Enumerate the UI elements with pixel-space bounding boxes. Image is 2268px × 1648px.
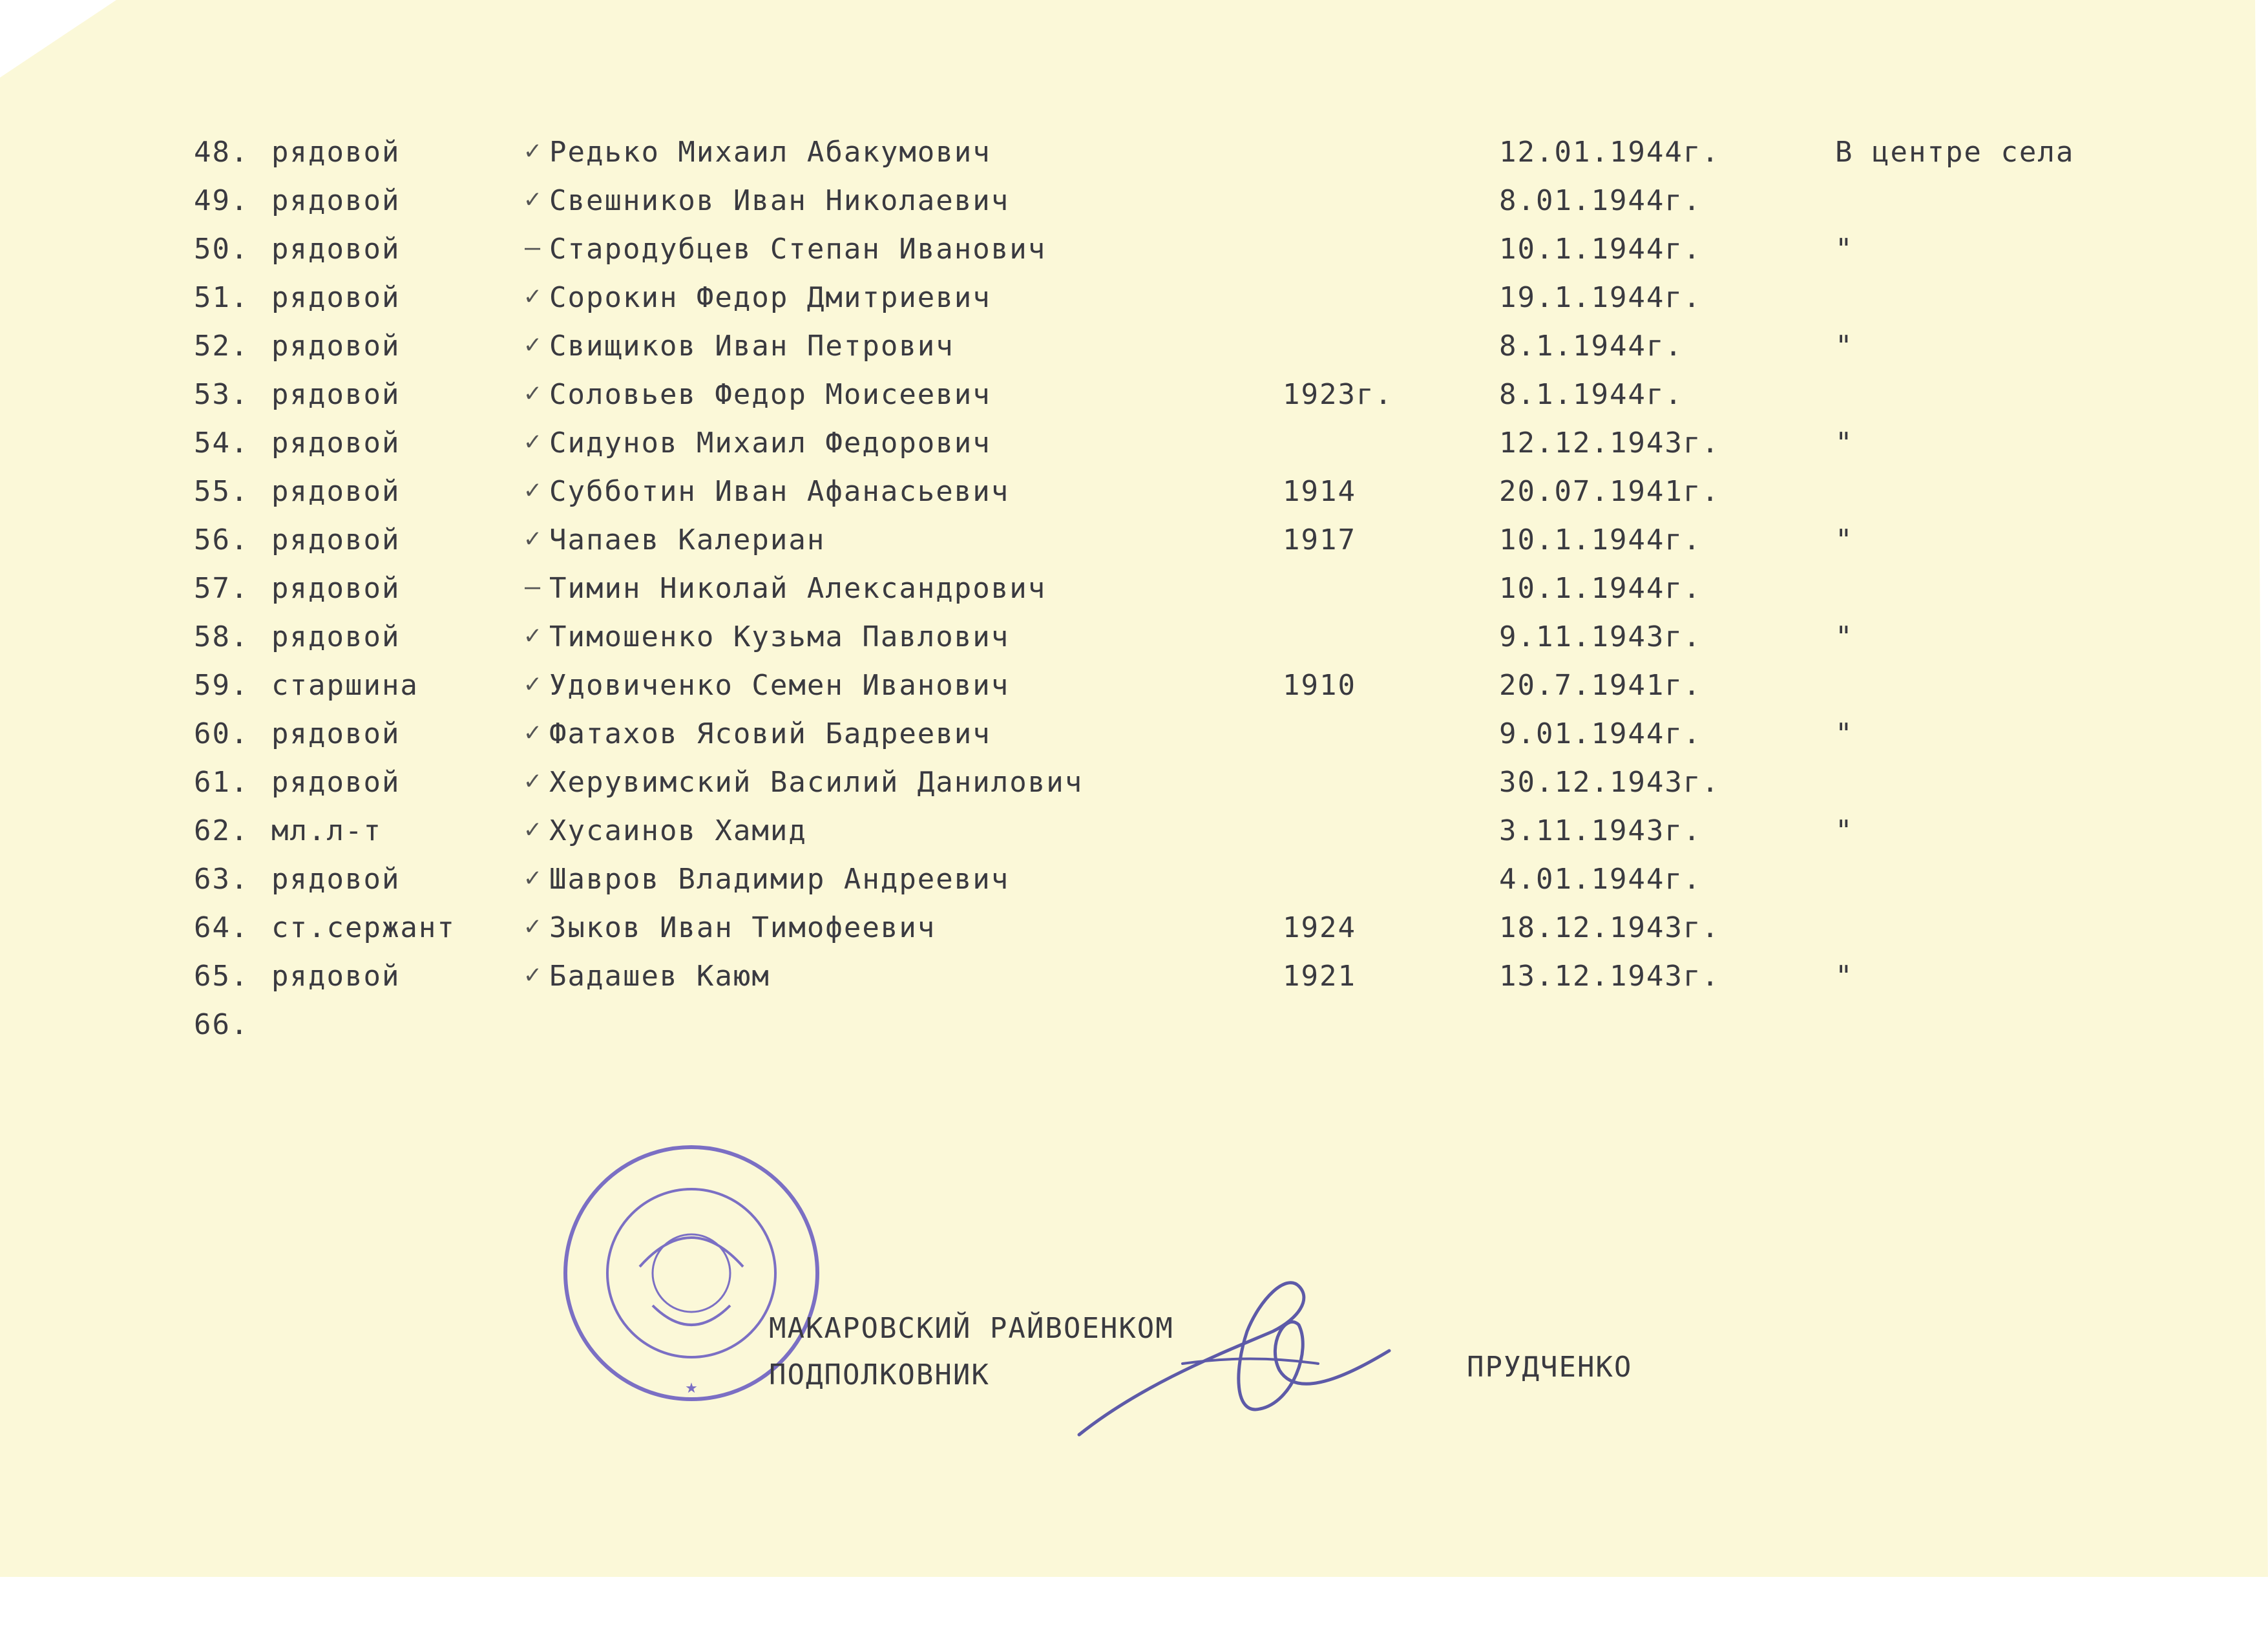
handwritten-signature	[1066, 1273, 1402, 1454]
row-number: 48.	[194, 136, 249, 169]
row-name: Свешников Иван Николаевич	[549, 184, 1010, 217]
row-rank: рядовой	[271, 960, 401, 993]
row-death-date: 30.12.1943г.	[1499, 766, 1720, 799]
list-row	[0, 669, 2268, 710]
row-check-mark: —	[525, 233, 542, 262]
row-death-date: 18.12.1943г.	[1499, 911, 1720, 944]
row-name: Фатахов Ясовий Бадреевич	[549, 717, 991, 750]
row-rank: рядовой	[271, 523, 401, 556]
row-number: 64.	[194, 911, 249, 944]
signature-title-line-2: ПОДПОЛКОВНИК	[769, 1358, 990, 1391]
row-check-mark: ✓	[525, 184, 542, 214]
row-death-date: 3.11.1943г.	[1499, 814, 1702, 847]
row-rank: рядовой	[271, 475, 401, 508]
row-check-mark: —	[525, 572, 542, 602]
row-check-mark: ✓	[525, 814, 542, 844]
row-name: Субботин Иван Афанасьевич	[549, 475, 1010, 508]
list-row	[0, 960, 2268, 1001]
row-number: 59.	[194, 669, 249, 702]
row-burial-note: "	[1835, 620, 1854, 653]
row-check-mark: ✓	[525, 523, 542, 553]
row-death-date: 12.12.1943г.	[1499, 427, 1720, 460]
row-death-date: 8.1.1944г.	[1499, 378, 1683, 411]
row-death-date: 13.12.1943г.	[1499, 960, 1720, 993]
row-death-date: 9.11.1943г.	[1499, 620, 1702, 653]
row-name: Удовиченко Семен Иванович	[549, 669, 1010, 702]
row-death-date: 10.1.1944г.	[1499, 572, 1702, 605]
row-rank: рядовой	[271, 863, 401, 896]
row-name: Сорокин Федор Дмитриевич	[549, 281, 991, 314]
row-number: 60.	[194, 717, 249, 750]
row-name: Свищиков Иван Петрович	[549, 330, 954, 363]
row-rank: рядовой	[271, 184, 401, 217]
list-row	[0, 1008, 2268, 1050]
row-name: Сидунов Михаил Федорович	[549, 427, 991, 460]
row-birth-year: 1923г.	[1283, 378, 1393, 411]
row-check-mark: ✓	[525, 620, 542, 650]
row-rank: рядовой	[271, 233, 401, 266]
row-rank: рядовой	[271, 572, 401, 605]
row-number: 57.	[194, 572, 249, 605]
row-rank: рядовой	[271, 717, 401, 750]
row-check-mark: ✓	[525, 717, 542, 747]
row-number: 55.	[194, 475, 249, 508]
list-row	[0, 233, 2268, 274]
list-row	[0, 863, 2268, 904]
row-death-date: 10.1.1944г.	[1499, 233, 1702, 266]
row-burial-note: "	[1835, 717, 1854, 750]
list-row	[0, 281, 2268, 322]
row-number: 52.	[194, 330, 249, 363]
row-death-date: 20.7.1941г.	[1499, 669, 1702, 702]
row-burial-note: "	[1835, 523, 1854, 556]
row-death-date: 10.1.1944г.	[1499, 523, 1702, 556]
row-number: 56.	[194, 523, 249, 556]
row-birth-year: 1914	[1283, 475, 1356, 508]
list-row	[0, 378, 2268, 419]
list-row	[0, 330, 2268, 371]
signature-title-line-1: МАКАРОВСКИЙ РАЙВОЕНКОМ	[769, 1312, 1174, 1345]
row-number: 51.	[194, 281, 249, 314]
list-row	[0, 911, 2268, 953]
row-check-mark: ✓	[525, 427, 542, 456]
row-rank: рядовой	[271, 136, 401, 169]
list-row	[0, 523, 2268, 565]
row-check-mark: ✓	[525, 378, 542, 408]
row-number: 62.	[194, 814, 249, 847]
row-name: Стародубцев Степан Иванович	[549, 233, 1047, 266]
row-name: Шавров Владимир Андреевич	[549, 863, 1010, 896]
row-number: 50.	[194, 233, 249, 266]
row-name: Редько Михаил Абакумович	[549, 136, 991, 169]
row-name: Бадашев Каюм	[549, 960, 770, 993]
row-number: 58.	[194, 620, 249, 653]
row-burial-note: "	[1835, 960, 1854, 993]
row-rank: мл.л-т	[271, 814, 382, 847]
row-check-mark: ✓	[525, 960, 542, 989]
row-burial-note: "	[1835, 814, 1854, 847]
list-row	[0, 427, 2268, 468]
row-birth-year: 1910	[1283, 669, 1356, 702]
row-death-date: 4.01.1944г.	[1499, 863, 1702, 896]
list-row	[0, 620, 2268, 662]
row-rank: рядовой	[271, 378, 401, 411]
row-death-date: 20.07.1941г.	[1499, 475, 1720, 508]
row-rank: рядовой	[271, 330, 401, 363]
row-birth-year: 1917	[1283, 523, 1356, 556]
row-name: Хусаинов Хамид	[549, 814, 807, 847]
row-check-mark: ✓	[525, 281, 542, 311]
row-rank: рядовой	[271, 620, 401, 653]
row-number: 49.	[194, 184, 249, 217]
row-death-date: 8.01.1944г.	[1499, 184, 1702, 217]
row-check-mark: ✓	[525, 911, 542, 941]
row-burial-note: В центре села	[1835, 136, 2075, 169]
row-name: Зыков Иван Тимофеевич	[549, 911, 936, 944]
row-burial-note: "	[1835, 427, 1854, 460]
row-death-date: 19.1.1944г.	[1499, 281, 1702, 314]
row-rank: рядовой	[271, 427, 401, 460]
row-number: 65.	[194, 960, 249, 993]
row-number: 66.	[194, 1008, 249, 1041]
row-check-mark: ✓	[525, 475, 542, 505]
row-name: Соловьев Федор Моисеевич	[549, 378, 991, 411]
list-row	[0, 814, 2268, 856]
row-rank: ст.сержант	[271, 911, 456, 944]
row-rank: рядовой	[271, 281, 401, 314]
row-check-mark: ✓	[525, 669, 542, 699]
list-row	[0, 572, 2268, 613]
page-background	[0, 1577, 2268, 1648]
signer-name: ПРУДЧЕНКО	[1467, 1351, 1633, 1384]
row-death-date: 9.01.1944г.	[1499, 717, 1702, 750]
row-birth-year: 1921	[1283, 960, 1356, 993]
row-check-mark: ✓	[525, 863, 542, 893]
row-number: 63.	[194, 863, 249, 896]
list-row	[0, 136, 2268, 177]
row-name: Тимошенко Кузьма Павлович	[549, 620, 1010, 653]
row-number: 53.	[194, 378, 249, 411]
row-burial-note: "	[1835, 330, 1854, 363]
row-rank: рядовой	[271, 766, 401, 799]
row-burial-note: "	[1835, 233, 1854, 266]
row-death-date: 8.1.1944г.	[1499, 330, 1683, 363]
row-check-mark: ✓	[525, 136, 542, 165]
list-row	[0, 475, 2268, 516]
row-name: Тимин Николай Александрович	[549, 572, 1047, 605]
row-check-mark: ✓	[525, 330, 542, 359]
row-name: Херувимский Василий Данилович	[549, 766, 1084, 799]
svg-text:★: ★	[685, 1380, 698, 1397]
row-rank: старшина	[271, 669, 419, 702]
row-number: 54.	[194, 427, 249, 460]
row-death-date: 12.01.1944г.	[1499, 136, 1720, 169]
row-number: 61.	[194, 766, 249, 799]
list-row	[0, 717, 2268, 759]
row-birth-year: 1924	[1283, 911, 1356, 944]
list-row	[0, 766, 2268, 807]
list-row	[0, 184, 2268, 226]
row-check-mark: ✓	[525, 766, 542, 796]
row-name: Чапаев Калериан	[549, 523, 826, 556]
